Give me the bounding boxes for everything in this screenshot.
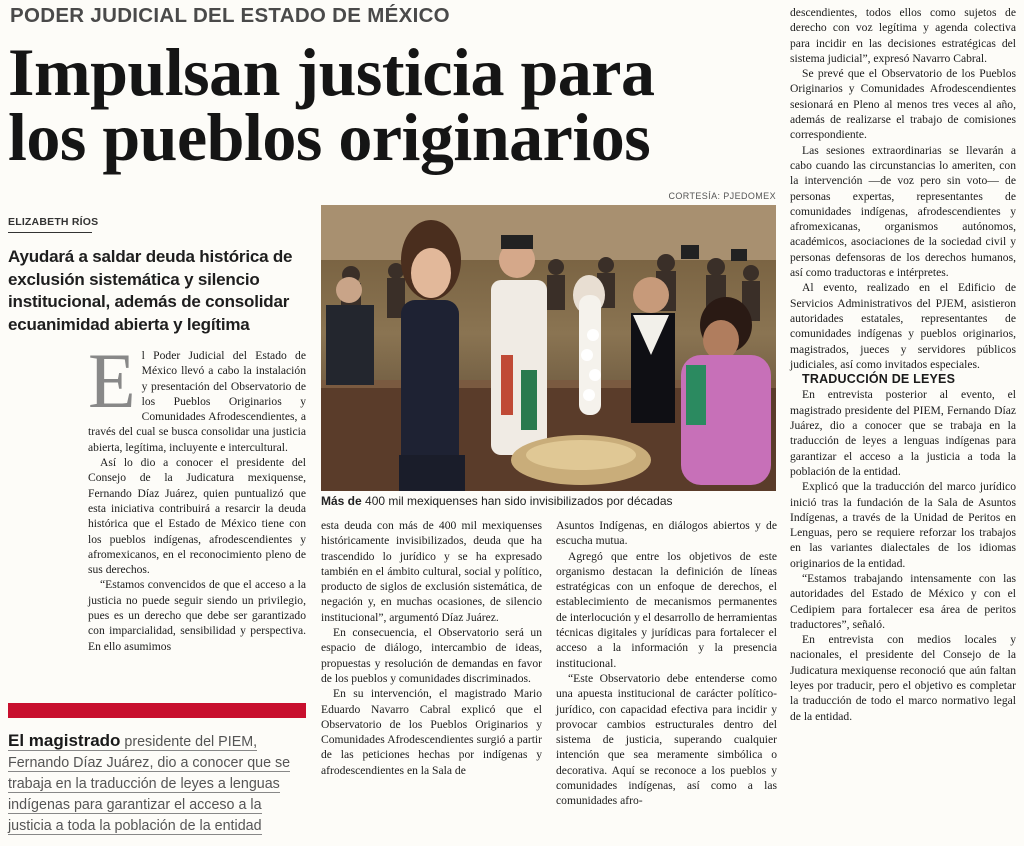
headline-line-1: Impulsan justicia para xyxy=(8,34,655,110)
subhead-traduccion: TRADUCCIÓN DE LEYES xyxy=(802,372,956,387)
pullquote-bold: El magistrado xyxy=(8,731,121,750)
pullquote xyxy=(8,730,306,837)
photo-caption xyxy=(321,494,781,508)
paragraph: Explicó que la traducción del marco jurídico inició tras la fundación de la Sala de Asuntos Indígenas, a través de la Unidad de Peritos en Lenguas, pero se requiere reforzar los trabajos en las variantes dialectales de los idiomas originarios de la entidad. xyxy=(790,480,1016,570)
paragraph: Se prevé que el Observatorio de los Pueblos Originarios y Comunidades Afrodescendientes sesionará en Pleno al menos tres veces al año, además de realizarse el trabajo de comisiones correspondiente. xyxy=(790,67,1016,142)
caption-text: 400 mil mexiquenses han sido invisibilizados por décadas xyxy=(361,494,673,508)
paragraph: “Estamos convencidos de que el acceso a la justicia no puede seguir siendo un privilegio, pues es un derecho que debe ser garantizado con imparcialidad, sensibilidad y perspectiva. En ello asumimos xyxy=(88,578,306,653)
deck-subheadline: Ayudará a saldar deuda histórica de exclusión sistemática y silencio institucional, además de consolidar ecuanimidad abierta y legítima xyxy=(8,247,293,334)
body-column-2 xyxy=(321,518,542,778)
paragraph: descendientes, todos ellos como sujetos de derecho con voz legítima y agenda colectiva para incidir en las decisiones estratégicas del sistema judicial”, expresó Navarro Cabral. xyxy=(790,6,1016,65)
drop-cap: E xyxy=(88,337,136,424)
paragraph: En consecuencia, el Observatorio será un espacio de diálogo, intercambio de ideas, propuestas y resolución de demandas en favor de los pueblos y comunidades discriminados. xyxy=(321,626,542,685)
article-photo xyxy=(321,205,776,491)
paragraph: En entrevista con medios locales y nacionales, el presidente del Consejo de la Judicatura mexiquense reconoció que aún faltan leyes por traducir, pero el objetivo es completar la traducción de todo el marco normativo legal de la entidad. xyxy=(790,633,1016,723)
paragraph: Asuntos Indígenas, en diálogos abiertos y de escucha mutua. xyxy=(556,519,777,548)
pullquote-red-bar xyxy=(8,703,306,718)
paragraph: “Este Observatorio debe entenderse como una apuesta institucional de carácter político-jurídico, con capacidad efectiva para incidir y provocar cambios estructurales dentro del sistema de justicia, superando cualquier intención que sea meramente simbólica o decorativa. Aquí se reconoce a los pueblos y comunidades indígenas, así como a las comunidades afro- xyxy=(556,671,777,808)
headline xyxy=(8,34,778,175)
byline-rule xyxy=(8,232,92,233)
paragraph: l Poder Judicial del Estado de México llevó a cabo la instalación y presentación del Observatorio de los Pueblos Originarios y Comunidades Afrodescendientes, a través del cual se busca consolidar una justicia abierta, legítima, incluyente e intercultural. xyxy=(88,349,306,454)
paragraph: “Estamos trabajando intensamente con las autoridades del Estado de México y con el Cedipiem para fortalecer esa área de peritos traductores”, señaló. xyxy=(790,571,1016,631)
paragraph: En su intervención, el magistrado Mario Eduardo Navarro Cabral explicó que el Observatorio de los Pueblos Originarios y Comunidades Afrodescendientes surgió a partir de las peticiones hechas por indígenas y afrodescendientes en la Sala de xyxy=(321,687,542,777)
paragraph: Así lo dio a conocer el presidente del Consejo de la Judicatura mexiquense, Fernando Díaz Juárez, quien puntualizó que esta iniciativa contribuirá a resarcir la deuda histórica que el Estado de México tiene con los pueblos indígenas, afrodescendientes y afromexicanos, en el reconocimiento pleno de sus derechos. xyxy=(88,456,306,577)
body-column-4 xyxy=(790,5,1016,724)
body-column-3 xyxy=(556,518,777,809)
paragraph: esta deuda con más de 400 mil mexiquenses históricamente invisibilizados, deuda que ha trascendido lo jurídico y se ha expresado también en el ámbito cultural, social y político, producto de siglos de exclusión sistemática, de negación y, en muchas ocasiones, de silencio institucional”, argumentó Díaz Juárez. xyxy=(321,519,542,624)
pullquote-text: presidente del PIEM, Fernando Díaz Juárez, dio a conocer que se trabaja en la traducción de leyes a lenguas indígenas para garantizar el acceso a la justicia a toda la población de la entidad xyxy=(8,734,291,834)
caption-bold: Más de xyxy=(321,494,362,508)
body-column-1 xyxy=(88,337,306,654)
photo-credit: CORTESÍA: PJEDOMEX xyxy=(668,191,776,201)
section-label: PODER JUDICIAL DEL ESTADO DE MÉXICO xyxy=(10,4,450,27)
paragraph: Agregó que entre los objetivos de este organismo destacan la definición de líneas estratégicas con un enfoque de derechos, el establecimiento de mecanismos permanentes de interlocución y el desarrollo de herramientas técnicas digitales y jurídicas para fortalecer el acceso a la información y la presencia institucional. xyxy=(556,549,777,670)
paragraph: En entrevista posterior al evento, el magistrado presidente del PIEM, Fernando Díaz Juárez, dio a conocer que se trabaja en la traducción de leyes a lenguas indígenas para garantizar el acceso a la justicia a toda la población de la entidad. xyxy=(790,388,1016,478)
byline: ELIZABETH RÍOS xyxy=(8,216,99,228)
paragraph: Al evento, realizado en el Edificio de Servicios Administrativos del PJEM, asistieron autoridades estatales, representantes de comunidades indígenas y pueblos originarios, magistrados, jueces y servidores públicos judiciales, así como invitados especiales. xyxy=(790,281,1016,371)
ceremony-photo-illustration xyxy=(321,205,776,491)
paragraph: Las sesiones extraordinarias se llevarán a cabo cuando las circunstancias lo ameriten, con la intervención —de voz pero sin voto— de personas expertas, representantes de comunidades indígenas, afrodescendientes y afromexicanas, organismos autónomos, académicos, asociaciones de la sociedad civil y personas defensoras de los derechos humanos, así como traductoras e intérpretes. xyxy=(790,143,1016,280)
headline-line-2: los pueblos originarios xyxy=(8,99,651,175)
